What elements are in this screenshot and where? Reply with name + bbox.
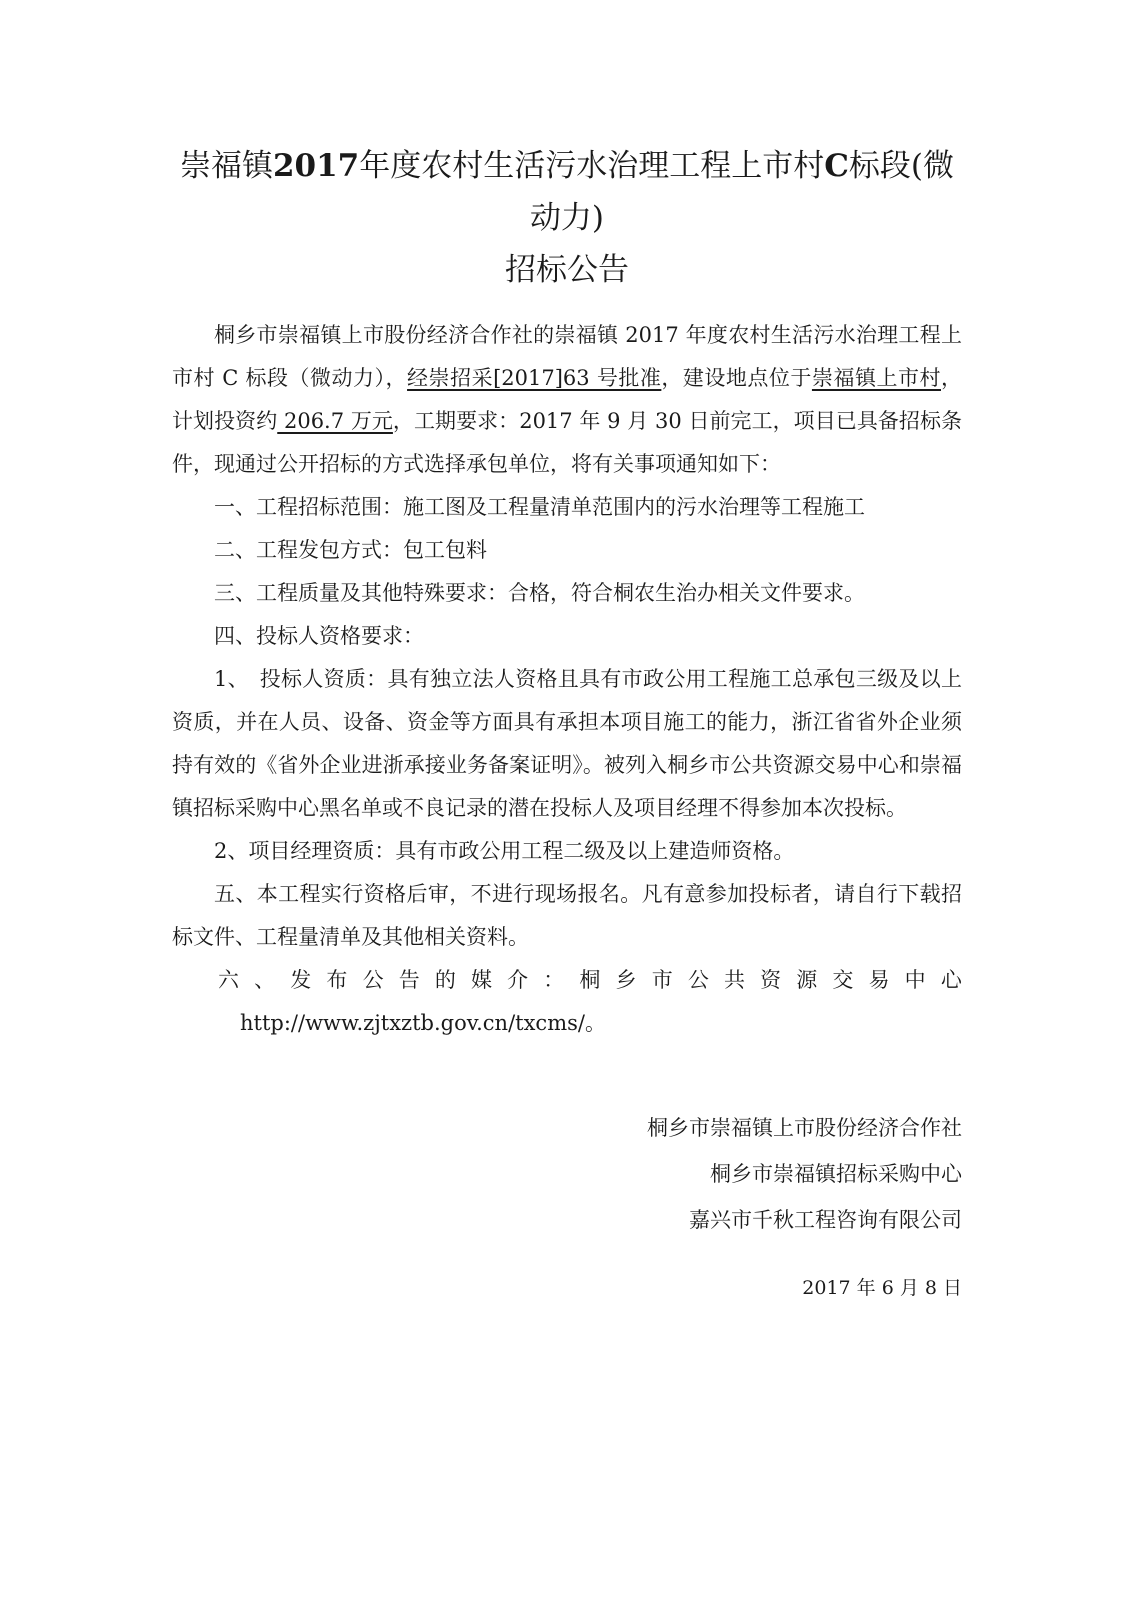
item-qualification-heading: 四、投标人资格要求： xyxy=(214,624,424,648)
signature-org-1: 桐乡市崇福镇上市股份经济合作社 xyxy=(647,1116,962,1140)
title-line-2: 招标公告 xyxy=(505,252,629,288)
document-body xyxy=(172,314,962,1045)
intro-paragraph: 桐乡市崇福镇上市股份经济合作社的崇福镇 2017 年度农村生活污水治理工程上市村 C 标段（微动力），经崇招采[2017]63 号批准，建设地点位于崇福镇上市村，计划投资约 206.7 万元，工期要求：2017 年 9 月 30 日前完工，项目已具备招标条件，现通过公开招标的方式选择承包单位，将有关事项通知如下： xyxy=(172,323,963,476)
title-line-1: 崇福镇2017年度农村生活污水治理工程上市村C标段(微动力) xyxy=(179,148,955,236)
signature-block xyxy=(172,1105,962,1243)
construction-location: 崇福镇上市村 xyxy=(811,366,941,390)
document-page xyxy=(172,140,962,1300)
item-quality: 三、工程质量及其他特殊要求：合格，符合桐农生治办相关文件要求。 xyxy=(214,581,865,605)
item-manager-qualification: 2、项目经理资质：具有市政公用工程二级及以上建造师资格。 xyxy=(214,839,795,863)
item-scope: 一、工程招标范围：施工图及工程量清单范围内的污水治理等工程施工 xyxy=(214,495,865,519)
media-url: http://www.zjtxztb.gov.cn/txcms/。 xyxy=(240,1011,606,1035)
planned-investment: 206.7 万元 xyxy=(277,409,393,433)
item-bidder-qualification: 1、 投标人资质：具有独立法人资格且具有市政公用工程施工总承包三级及以上资质，并在人员、设备、资金等方面具有承担本项目施工的能力，浙江省省外企业须持有效的《省外企业进浙承接业务备案证明》。被列入桐乡市公共资源交易中心和崇福镇招标采购中心黑名单或不良记录的潜在投标人及项目经理不得参加本次投标。 xyxy=(172,667,962,820)
document-title xyxy=(172,140,962,296)
item-media: 六 、 发 布 公 告 的 媒 介 ： 桐 乡 市 公 共 资 源 交 易 中 心 xyxy=(218,968,962,992)
approval-number: 经崇招采[2017]63 号批准 xyxy=(407,366,662,390)
signature-org-3: 嘉兴市千秋工程咨询有限公司 xyxy=(689,1208,962,1232)
item-review: 五、本工程实行资格后审，不进行现场报名。凡有意参加投标者，请自行下载招标文件、工程量清单及其他相关资料。 xyxy=(172,882,962,949)
item-contract-method: 二、工程发包方式：包工包料 xyxy=(214,538,487,562)
document-date: 2017 年 6 月 8 日 xyxy=(802,1277,962,1299)
signature-org-2: 桐乡市崇福镇招标采购中心 xyxy=(710,1162,962,1186)
